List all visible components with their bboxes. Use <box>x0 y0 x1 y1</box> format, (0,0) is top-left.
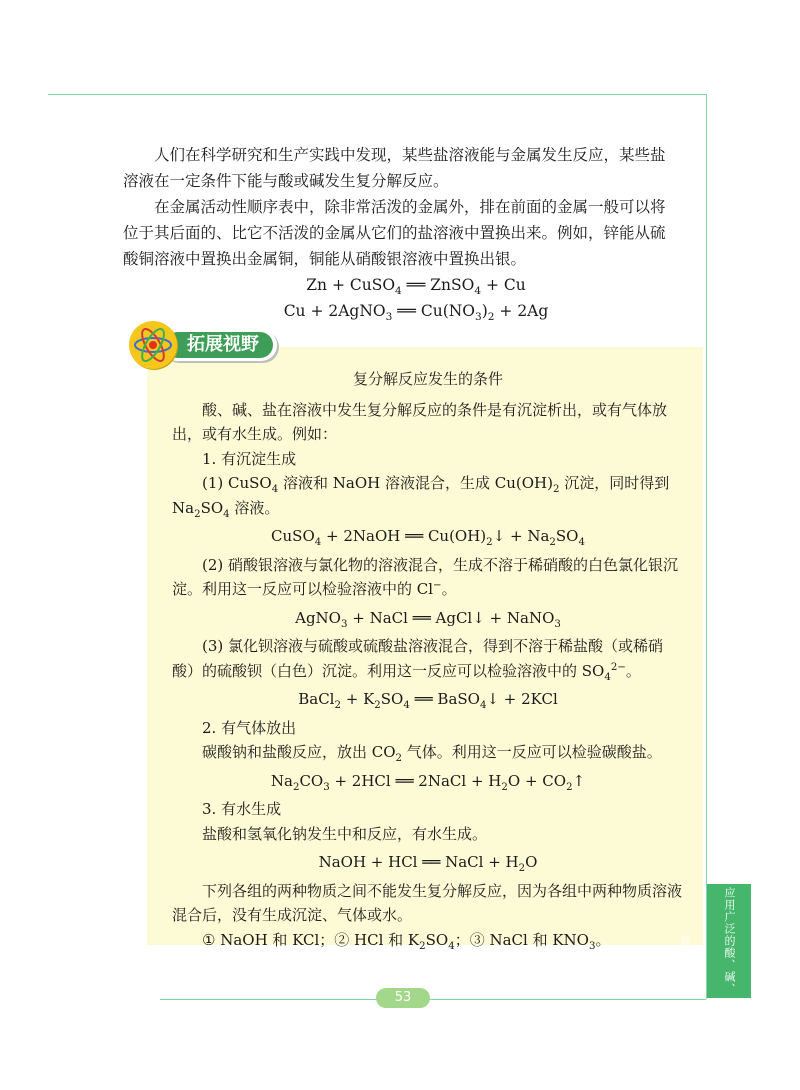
badge-label: 拓展视野 <box>187 334 259 355</box>
equation-bacl2-k2so4: BaCl$_2$ + $K_2SO_4$ ══ BaSO$_4$↓ + 2KCl <box>298 690 558 711</box>
frame-top-line <box>48 94 706 95</box>
extension-badge <box>125 319 280 371</box>
extension-content <box>172 367 684 952</box>
equation-cuso4-naoh: CuSO$_4$ + 2NaOH ══ $Cu(OH)_2↓ + Na_2SO_4$ <box>271 527 585 548</box>
intro-paragraph-1: 人们在科学研究和生产实践中发现，某些盐溶液能与金属发生反应，某些盐溶液在一定条件下能与酸或碱发生复分解反应。 <box>123 146 666 190</box>
intro-paragraph-2: 在金属活动性顺序表中，除非常活泼的金属外，排在前面的金属一般可以将位于其后面的、比它不活泼的金属从它们的盐溶液中置换出来。例如，锌能从硫酸铜溶液中置换出金属铜，铜能从硝酸银溶液中置换出银。 <box>123 198 666 268</box>
equation-cu-agno3: Cu + 2AgNO$_3$ ══ $Cu(NO_3)_2 + 2Ag$ <box>283 302 549 324</box>
paragraph-na2co3-hcl: 碳酸钠和盐酸反应，放出 $CO_2$ 气体。利用这一反应可以检验碳酸盐。 <box>202 743 662 764</box>
paragraph-agno3-chloride: (2) 硝酸银溶液与氯化物的溶液混合，生成不溶于稀硝酸的白色氯化银沉淀。利用这一反应可以检验溶液中的 Cl−。 <box>172 555 679 598</box>
frame-bottom-line <box>160 999 706 1000</box>
paragraph-no-reaction: 下列各组的两种物质之间不能发生复分解反应，因为各组中两种物质溶液混合后，没有生成沉淀、气体或水。 <box>172 881 683 924</box>
equation-zn-cuso4: Zn + CuSO$_4$ ══ ZnSO$_4$ + Cu <box>306 276 526 298</box>
heading-precipitate: 1. 有沉淀生成 <box>202 449 297 468</box>
equation-agno3-nacl: AgNO$_3$ + NaCl ══ AgCl↓ + NaNO$_3$ <box>295 608 561 630</box>
extension-title: 复分解反应发生的条件 <box>352 370 503 388</box>
heading-gas: 2. 有气体放出 <box>202 718 297 737</box>
intro-section <box>123 142 678 324</box>
page-number: 53 <box>376 988 430 1008</box>
paragraph-cuso4-naoh: (1) CuSO$_4$ 溶液和 NaOH 溶液混合，生成 $Cu(OH)_2$ 沉淀，同时得到$Na_2SO_4$ 溶液。 <box>172 474 670 520</box>
equation-na2co3-hcl: $Na_2CO_3 + 2HCl$ ══ 2NaCl + $H_2O$ + $CO_2↑$ <box>270 771 586 793</box>
paragraph-bacl2-sulfate: (3) 氯化钡溶液与硫酸或硫酸盐溶液混合，得到不溶于稀盐酸（或稀硝酸）的硫酸钡（白色）沉淀。利用这一反应可以检验溶液中的 $SO_4^{2-}$。 <box>172 637 664 683</box>
paragraph-examples: ① NaOH 和 KCl；② HCl 和 $K_2SO_4$；③ NaCl 和 $KNO_3$。 <box>202 930 611 952</box>
frame-right-line <box>706 94 707 999</box>
equation-naoh-hcl: NaOH + HCl ══ NaCl + $H_2O$ <box>318 853 538 874</box>
chapter-side-tab: 应用广泛的酸、碱、盐 <box>707 884 751 998</box>
extension-intro: 酸、碱、盐在溶液中发生复分解反应的条件是有沉淀析出，或有气体放出，或有水生成。例如： <box>172 400 668 443</box>
paragraph-neutralization: 盐酸和氢氧化钠发生中和反应，有水生成。 <box>202 824 488 843</box>
heading-water: 3. 有水生成 <box>202 800 282 818</box>
atom-icon <box>129 321 177 369</box>
